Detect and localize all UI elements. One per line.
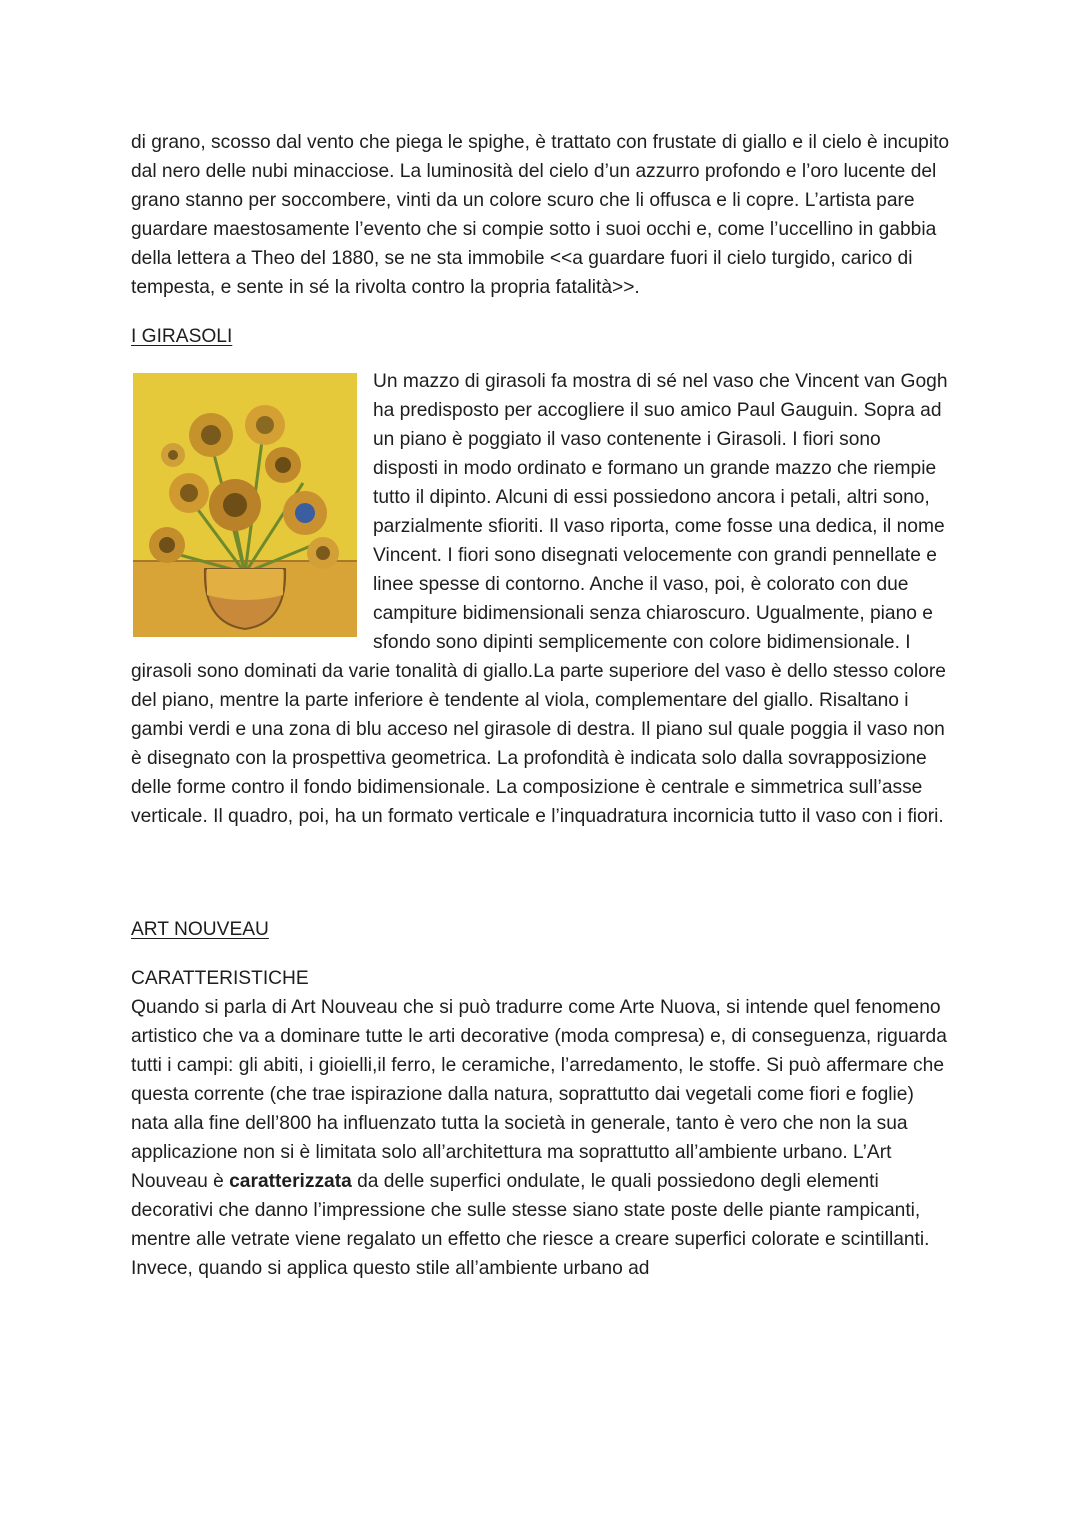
sunflowers-painting-icon (133, 373, 357, 637)
intro-paragraph: di grano, scosso dal vento che piega le spighe, è trattato con frustate di giallo e il cielo è incupito dal nero delle nubi minacciose. La luminosità del cielo d’un azzurro profondo e l’oro lucente del grano stanno per soccombere, vinti da un colore scuro che li offusca e li copre. L’artista pare guardare maestosamente l’evento che si compie sotto i suoi occhi e, come l’uccellino in gabbia della lettera a Theo del 1880, se ne sta immobile <<a guardare fuori il cielo turgido, carico di tempesta, e sente in sé la rivolta contro la propria fatalità>>. (131, 132, 950, 298)
girasoli-section (131, 367, 951, 831)
girasoli-heading: I GIRASOLI (131, 326, 233, 347)
art-nouveau-paragraph (131, 993, 951, 1283)
paragraph-text-after-bold: da delle superfici ondulate, le quali possiedono degli elementi decorativi che danno l’impressione che sulle stesse siano state poste delle piante rampicanti, mentre alle vetrate viene regalato un effetto che riesce a creare superfici colorate e scintillanti. Invece, quando si applica questo stile all’ambiente urbano ad (131, 1171, 930, 1279)
bold-keyword: caratterizzata (229, 1171, 352, 1192)
girasoli-paragraph: Un mazzo di girasoli fa mostra di sé nel vaso che Vincent van Gogh ha predisposto per accogliere il suo amico Paul Gauguin. Sopra ad un piano è poggiato il vaso contenente i Girasoli. I fiori sono disposti in modo ordinato e formano un grande mazzo che riempie tutto il dipinto. Alcuni di essi possiedono ancora i petali, altri sono, parzialmente sfioriti. Il vaso riporta, come fosse una dedica, il nome Vincent. I fiori sono disegnati velocemente con grandi pennellate e linee spesse di contorno. Anche il vaso, poi, è colorato con due campiture bidimensionali senza chiaroscuro. Ugualmente, piano e sfondo sono dipinti semplicemente con colore bidimensionale. I girasoli sono dominati da varie tonalità di giallo.La parte superiore del vaso è dello stesso colore del piano, mentre la parte inferiore è tendente al viola, complementare del giallo. Risaltano i gambi verdi e una zona di blu acceso nel girasole di destra. Il piano sul quale poggia il vaso non è disegnato con la prospettiva geometrica. La profondità è indicata solo dalla sovrapposizione delle forme contro il fondo bidimensionale. La composizione è centrale e simmetrica sull’asse verticale. Il quadro, poi, ha un formato verticale e l’inquadratura incornicia tutto il vaso con i fiori. (131, 371, 948, 827)
art-nouveau-heading: ART NOUVEAU (131, 919, 269, 940)
caratteristiche-subheading: CARATTERISTICHE (131, 968, 309, 989)
paragraph-text-before-bold: Quando si parla di Art Nouveau che si può tradurre come Arte Nuova, si intende quel fenomeno artistico che va a dominare tutte le arti decorative (moda compresa) e, di conseguenza, riguarda tutti i campi: gli abiti, i gioielli,il ferro, le ceramiche, l’arredamento, le stoffe. Si può affermare che questa corrente (che trae ispirazione dalla natura, soprattutto dai vegetali come fiori e foglie) nata alla fine dell’800 ha influenzato tutta la società in generale, tanto è vero che non la sua applicazione non si è limitata solo all’architettura ma soprattutto all’ambiente urbano. L’Art Nouveau è (131, 997, 947, 1192)
document-page (131, 128, 951, 1283)
